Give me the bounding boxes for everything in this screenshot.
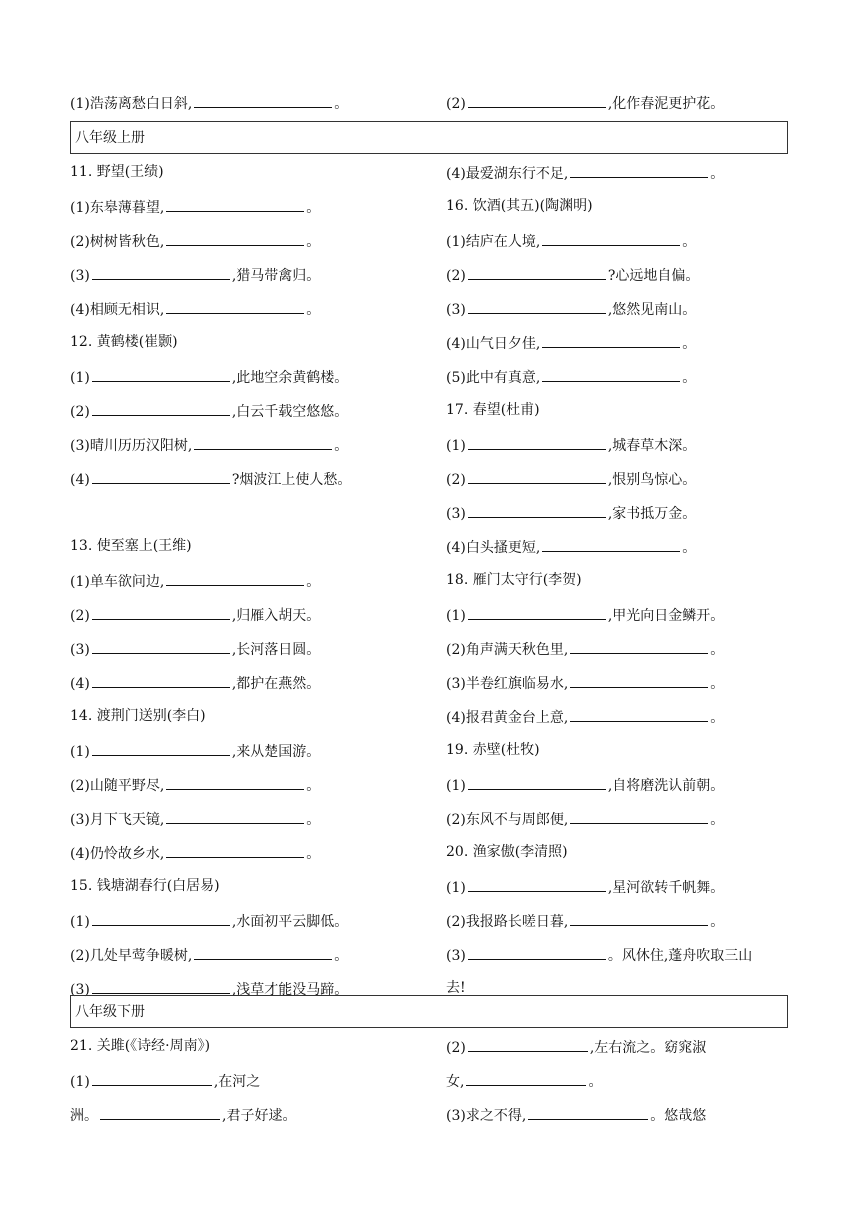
line-text: (2) xyxy=(70,608,90,624)
line-text: (1) xyxy=(446,880,466,896)
answer-blank[interactable] xyxy=(466,1071,586,1086)
poem-line xyxy=(446,1105,706,1123)
title-text: 21. 关雎(《诗经·周南》) xyxy=(70,1038,211,1054)
line-text: (3)半卷红旗临易水, xyxy=(446,676,569,692)
section-header xyxy=(70,995,788,1028)
line-text: ,星河欲转千帆舞。 xyxy=(607,880,725,896)
line-text: 。 xyxy=(306,574,321,590)
line-text: (3)求之不得, xyxy=(446,1108,527,1124)
line-text: (1)结庐在人境, xyxy=(446,234,541,250)
title-text: 11. 野望(王绩) xyxy=(70,164,164,180)
answer-blank[interactable] xyxy=(92,367,230,382)
line-text: ,自将磨洗认前朝。 xyxy=(607,778,725,794)
answer-blank[interactable] xyxy=(166,809,304,824)
line-text: (1) xyxy=(446,608,466,624)
poem-line xyxy=(446,877,724,895)
poem-line xyxy=(446,673,724,691)
line-text: 。 xyxy=(306,234,321,250)
line-text: 。 xyxy=(710,642,725,658)
line-text: 。悠哉悠 xyxy=(650,1108,707,1124)
line-text: (1)浩荡离愁白日斜, xyxy=(70,96,193,112)
section-header xyxy=(70,121,788,154)
line-text: (4)相顾无相识, xyxy=(70,302,165,318)
poem-title xyxy=(70,707,206,725)
line-text: ,归雁入胡天。 xyxy=(231,608,321,624)
answer-blank[interactable] xyxy=(528,1105,648,1120)
line-text: 。 xyxy=(682,540,697,556)
line-text: ,悠然见南山。 xyxy=(607,302,697,318)
line-text: (4)最爱湖东行不足, xyxy=(446,166,569,182)
answer-blank[interactable] xyxy=(570,707,708,722)
line-text: (3)晴川历历汉阳树, xyxy=(70,438,193,454)
line-text: (1) xyxy=(70,744,90,760)
line-text: (1) xyxy=(446,438,466,454)
title-text: 17. 春望(杜甫) xyxy=(446,402,540,418)
line-text: (2) xyxy=(446,1040,466,1056)
line-text: 。 xyxy=(710,812,725,828)
line-text: 。 xyxy=(682,234,697,250)
line-text: (2)树树皆秋色, xyxy=(70,234,165,250)
poem-line xyxy=(70,843,320,861)
answer-blank[interactable] xyxy=(92,401,230,416)
answer-blank[interactable] xyxy=(100,1105,220,1120)
poem-line xyxy=(70,299,320,317)
line-text: (2) xyxy=(446,268,466,284)
answer-blank[interactable] xyxy=(92,673,230,688)
line-text: (3) xyxy=(446,302,466,318)
line-text: (3) xyxy=(70,642,90,658)
line-text: 。 xyxy=(306,302,321,318)
line-text: (4)报君黄金台上意, xyxy=(446,710,569,726)
poem-line xyxy=(446,945,752,963)
poem-title xyxy=(446,571,582,589)
answer-blank[interactable] xyxy=(194,93,332,108)
line-text: (2) xyxy=(70,404,90,420)
line-text: 洲。 xyxy=(70,1108,98,1124)
answer-blank[interactable] xyxy=(92,1071,212,1086)
answer-blank[interactable] xyxy=(542,367,680,382)
answer-blank[interactable] xyxy=(468,435,606,450)
line-text: (1) xyxy=(70,370,90,386)
line-text: (2)几处早莺争暖树, xyxy=(70,948,193,964)
poem-line xyxy=(446,537,696,555)
title-text: 16. 饮酒(其五)(陶渊明) xyxy=(446,198,593,214)
poem-line xyxy=(446,93,724,111)
answer-blank[interactable] xyxy=(194,435,332,450)
answer-blank[interactable] xyxy=(570,639,708,654)
line-text: (2)角声满天秋色里, xyxy=(446,642,569,658)
line-text: (2)东风不与周郎便, xyxy=(446,812,569,828)
line-text: ,白云千载空悠悠。 xyxy=(231,404,349,420)
poem-line xyxy=(70,639,320,657)
poem-line xyxy=(70,93,348,111)
line-text: ,都护在燕然。 xyxy=(231,676,321,692)
line-text: ,猎马带禽归。 xyxy=(231,268,321,284)
answer-blank[interactable] xyxy=(166,843,304,858)
line-text: 。 xyxy=(682,336,697,352)
poem-title xyxy=(70,537,192,555)
line-text: 。 xyxy=(710,676,725,692)
answer-blank[interactable] xyxy=(542,333,680,348)
line-text: (3)月下飞天镜, xyxy=(70,812,165,828)
poem-line xyxy=(70,401,348,419)
answer-blank[interactable] xyxy=(194,945,332,960)
poem-line xyxy=(70,945,348,963)
line-text: (3) xyxy=(446,506,466,522)
poem-line xyxy=(70,673,320,691)
line-text: 。 xyxy=(710,166,725,182)
answer-blank[interactable] xyxy=(92,639,230,654)
poem-line xyxy=(70,775,320,793)
poem-line xyxy=(446,911,724,929)
line-text: ,恨别鸟惊心。 xyxy=(607,472,697,488)
title-text: 15. 钱塘湖春行(白居易) xyxy=(70,878,220,894)
poem-line xyxy=(70,469,351,487)
poem-title xyxy=(446,197,593,215)
line-text: 。 xyxy=(710,914,725,930)
line-text: 女, xyxy=(446,1074,465,1090)
line-text: 。 xyxy=(306,812,321,828)
answer-blank[interactable] xyxy=(468,1037,588,1052)
line-text: 。 xyxy=(334,96,349,112)
answer-blank[interactable] xyxy=(570,673,708,688)
poem-line xyxy=(446,605,724,623)
answer-blank[interactable] xyxy=(542,231,680,246)
answer-blank[interactable] xyxy=(92,911,230,926)
line-text: (2)山随平野尽, xyxy=(70,778,165,794)
poem-line xyxy=(70,265,320,283)
answer-blank[interactable] xyxy=(92,265,230,280)
poem-line xyxy=(70,741,320,759)
line-text: 。 xyxy=(306,778,321,794)
poem-line xyxy=(70,231,320,249)
poem-line xyxy=(446,333,696,351)
poem-title xyxy=(446,741,540,759)
answer-blank[interactable] xyxy=(92,605,230,620)
line-text: (1) xyxy=(70,914,90,930)
poem-line xyxy=(446,163,724,181)
answer-blank[interactable] xyxy=(468,299,606,314)
line-text: (4)白头搔更短, xyxy=(446,540,541,556)
line-text: ,此地空余黄鹤楼。 xyxy=(231,370,349,386)
answer-blank[interactable] xyxy=(542,537,680,552)
answer-blank[interactable] xyxy=(468,605,606,620)
line-text: ,君子好逑。 xyxy=(222,1108,297,1124)
answer-blank[interactable] xyxy=(166,197,304,212)
section-title: 八年级下册 xyxy=(75,1004,145,1020)
line-text: ,水面初平云脚低。 xyxy=(231,914,349,930)
answer-blank[interactable] xyxy=(468,265,606,280)
line-text: (2)我报路长嗟日暮, xyxy=(446,914,569,930)
line-text: 。 xyxy=(334,438,349,454)
answer-blank[interactable] xyxy=(92,979,230,994)
poem-line xyxy=(446,231,696,249)
poem-line xyxy=(70,1071,260,1089)
answer-blank[interactable] xyxy=(92,741,230,756)
line-text: 。 xyxy=(588,1074,603,1090)
line-text: (3) xyxy=(70,982,90,998)
line-text: 。 xyxy=(334,948,349,964)
line-text: (4)仍怜故乡水, xyxy=(70,846,165,862)
answer-blank[interactable] xyxy=(166,571,304,586)
line-text: 。风休住,蓬舟吹取三山 xyxy=(607,948,753,964)
line-text: (5)此中有真意, xyxy=(446,370,541,386)
poem-line xyxy=(446,1071,602,1089)
line-text: (1)东皋薄暮望, xyxy=(70,200,165,216)
line-text: ,浅草才能没马蹄。 xyxy=(231,982,349,998)
poem-title xyxy=(446,401,540,419)
poem-line xyxy=(70,197,320,215)
answer-blank[interactable] xyxy=(468,469,606,484)
line-text: (4) xyxy=(70,472,90,488)
poem-title xyxy=(446,843,568,861)
line-text: (4) xyxy=(70,676,90,692)
answer-blank[interactable] xyxy=(166,775,304,790)
line-text: ,化作春泥更护花。 xyxy=(607,96,725,112)
poem-title xyxy=(70,1037,210,1055)
answer-blank[interactable] xyxy=(468,93,606,108)
answer-blank[interactable] xyxy=(468,503,606,518)
answer-blank[interactable] xyxy=(468,877,606,892)
line-text: (3) xyxy=(70,268,90,284)
title-text: 20. 渔家傲(李清照) xyxy=(446,844,568,860)
line-text: (1)单车欲问边, xyxy=(70,574,165,590)
poem-line xyxy=(446,707,724,725)
section-title: 八年级上册 xyxy=(75,130,145,146)
line-text: 。 xyxy=(710,710,725,726)
poem-title xyxy=(70,877,220,895)
line-text: ,来从楚国游。 xyxy=(231,744,321,760)
answer-blank[interactable] xyxy=(570,911,708,926)
poem-line xyxy=(70,911,348,929)
line-text: ,长河落日圆。 xyxy=(231,642,321,658)
answer-blank[interactable] xyxy=(166,231,304,246)
poem-line xyxy=(446,435,696,453)
poem-line xyxy=(70,367,348,385)
line-text: 。 xyxy=(682,370,697,386)
poem-line xyxy=(70,435,348,453)
line-text: ,城春草木深。 xyxy=(607,438,697,454)
line-text: (1) xyxy=(70,1074,90,1090)
title-text: 19. 赤壁(杜牧) xyxy=(446,742,540,758)
poem-line xyxy=(446,469,696,487)
line-text: (2) xyxy=(446,472,466,488)
line-text: ,甲光向日金鳞开。 xyxy=(607,608,725,624)
line-text: (4)山气日夕佳, xyxy=(446,336,541,352)
line-text: (2) xyxy=(446,96,466,112)
line-text: ?烟波江上使人愁。 xyxy=(231,472,352,488)
answer-blank[interactable] xyxy=(166,299,304,314)
poem-line xyxy=(446,809,724,827)
title-text: 14. 渡荆门送别(李白) xyxy=(70,708,206,724)
line-text: 。 xyxy=(306,846,321,862)
title-text: 18. 雁门太守行(李贺) xyxy=(446,572,582,588)
poem-line xyxy=(446,639,724,657)
line-text: (3) xyxy=(446,948,466,964)
answer-blank[interactable] xyxy=(570,163,708,178)
title-text: 13. 使至塞上(王维) xyxy=(70,538,192,554)
poem-line xyxy=(446,775,724,793)
poem-line xyxy=(446,1037,706,1055)
poem-line xyxy=(70,605,320,623)
poem-line xyxy=(446,367,696,385)
answer-blank[interactable] xyxy=(468,775,606,790)
line-text: (1) xyxy=(446,778,466,794)
poem-title xyxy=(70,163,164,181)
line-text: ,左右流之。窈窕淑 xyxy=(589,1040,707,1056)
title-text: 12. 黄鹤楼(崔颢) xyxy=(70,334,178,350)
poem-line xyxy=(70,571,320,589)
line-text: ,在河之 xyxy=(213,1074,261,1090)
poem-line xyxy=(70,1105,296,1123)
answer-blank[interactable] xyxy=(92,469,230,484)
line-text: 去! xyxy=(446,980,466,996)
poem-title xyxy=(70,333,178,351)
line-text: 。 xyxy=(306,200,321,216)
poem-line xyxy=(446,265,699,283)
poem-line xyxy=(70,809,320,827)
poem-line xyxy=(446,503,696,521)
answer-blank[interactable] xyxy=(570,809,708,824)
answer-blank[interactable] xyxy=(468,945,606,960)
poem-line xyxy=(446,299,696,317)
line-text: ?心远地自偏。 xyxy=(607,268,700,284)
line-text: ,家书抵万金。 xyxy=(607,506,697,522)
